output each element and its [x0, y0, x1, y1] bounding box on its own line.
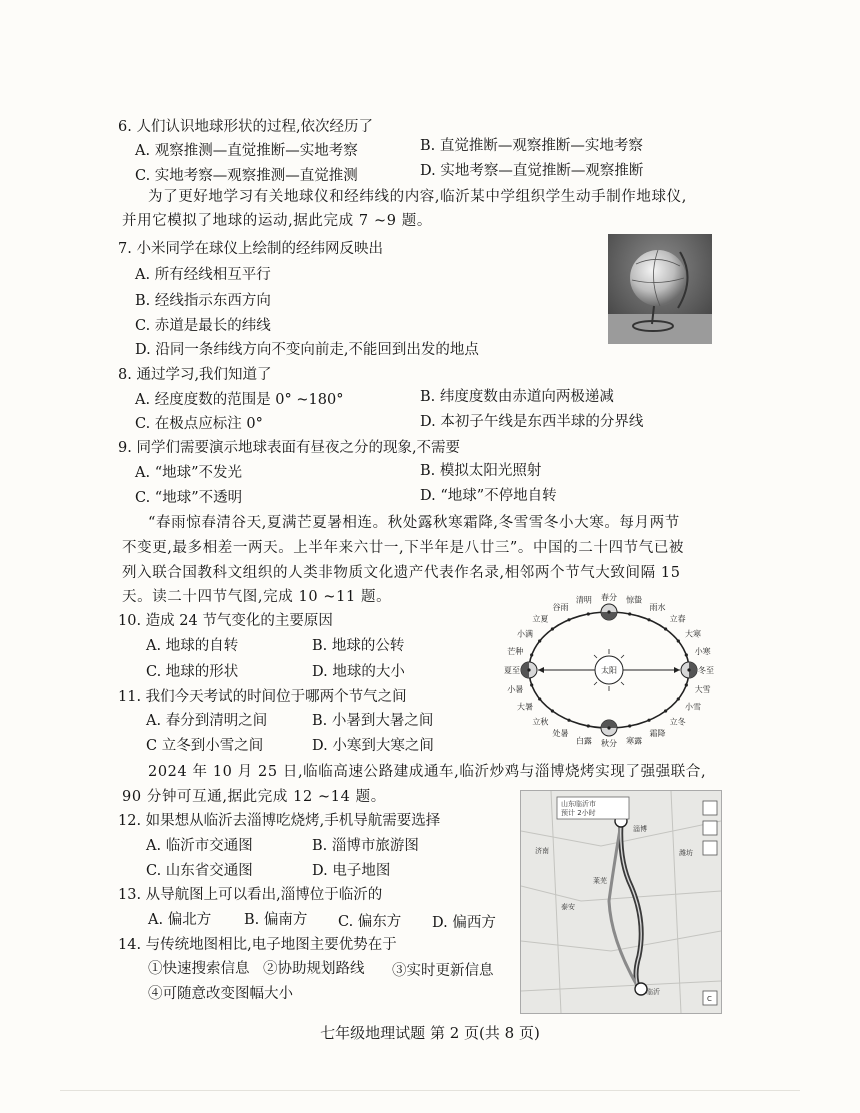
term-dot: [530, 683, 533, 686]
q10-option-c: C. 地球的形状: [146, 664, 239, 680]
term-dot: [538, 697, 541, 700]
q10-stem: 10. 造成 24 节气变化的主要原因: [118, 613, 333, 629]
term-label: 立秋: [532, 717, 549, 727]
term-label: 清明: [575, 595, 592, 605]
term-label: 小寒: [694, 647, 711, 657]
intro-highway-line2: 90 分钟可互通,据此完成 12 ~14 题。: [122, 789, 386, 805]
q14-stem: 14. 与传统地图相比,电子地图主要优势在于: [118, 937, 397, 953]
term-dot: [685, 683, 688, 686]
term-dot: [677, 697, 680, 700]
term-dot: [647, 618, 650, 621]
q12-option-b: B. 淄博市旅游图: [312, 838, 419, 854]
q11-option-c: C 立冬到小雪之间: [146, 738, 264, 754]
solar-terms-diagram: [498, 585, 720, 755]
term-label: 芒种: [507, 647, 524, 657]
navigation-map: [520, 790, 722, 1014]
map-city-taian: 泰安: [561, 903, 575, 911]
q8-stem: 8. 通过学习,我们知道了: [118, 367, 272, 383]
intro-terms-line2: 不变更,最多相差一两天。上半年来六廿一,下半年是八廿三”。中国的二十四节气已被: [122, 540, 685, 556]
q7-option-c: C. 赤道是最长的纬线: [135, 318, 271, 334]
q7-stem: 7. 小米同学在球仪上绘制的经纬网反映出: [118, 241, 383, 257]
term-label: 处暑: [552, 729, 569, 739]
q11-stem: 11. 我们今天考试的时间位于哪两个节气之间: [118, 689, 407, 705]
term-dot: [551, 627, 554, 630]
q11-option-d: D. 小寒到大寒之间: [312, 738, 434, 754]
term-dot: [587, 724, 590, 727]
term-label: 夏至: [504, 666, 520, 675]
q12-option-a: A. 临沂市交通图: [146, 838, 253, 854]
q13-option-d: D. 偏西方: [432, 915, 496, 931]
q9-stem: 9. 同学们需要演示地球表面有昼夜之分的现象,不需要: [118, 440, 461, 456]
term-label: 白露: [575, 736, 592, 746]
q13-option-b: B. 偏南方: [244, 912, 308, 928]
q11-option-a: A. 春分到清明之间: [146, 713, 268, 729]
term-dot: [664, 627, 667, 630]
q6-option-a: A. 观察推测—直觉推断—实地考察: [135, 143, 358, 159]
term-label: 小雪: [685, 702, 701, 712]
q11-option-b: B. 小暑到大暑之间: [312, 713, 434, 729]
term-label: 小满: [517, 629, 533, 639]
term-dot: [551, 709, 554, 712]
q12-option-d: D. 电子地图: [312, 863, 391, 879]
map-city-linyi: 临沂: [646, 988, 660, 996]
q14-option-1: ①快速搜索信息: [148, 961, 250, 977]
term-label: 大寒: [685, 629, 701, 639]
term-label: 立春: [669, 614, 686, 624]
intro-terms-line1: “春雨惊春清谷天,夏满芒夏暑相连。秋处露秋寒霜降,冬雪雪冬小大寒。每月两节: [148, 515, 680, 531]
intro-terms-line4: 天。读二十四节气图,完成 10 ~11 题。: [122, 589, 392, 605]
term-dot: [664, 709, 667, 712]
term-label: 立冬: [669, 717, 686, 727]
map-city-weifang: 潍坊: [679, 849, 693, 857]
map-city-laiwu: 莱芜: [593, 877, 607, 885]
q8-option-a: A. 经度度数的范围是 0° ~180°: [135, 392, 344, 408]
q10-option-a: A. 地球的自转: [146, 638, 239, 654]
term-dot: [647, 719, 650, 722]
term-label: 霜降: [649, 729, 666, 739]
term-dot: [687, 668, 690, 671]
q9-option-a: A. “地球”不发光: [135, 465, 243, 481]
term-dot: [607, 610, 610, 613]
term-dot: [677, 639, 680, 642]
intro-globe-line2: 并用它模拟了地球的运动,据此完成 7 ~9 题。: [122, 213, 432, 229]
q13-stem: 13. 从导航图上可以看出,淄博位于临沂的: [118, 887, 383, 903]
q9-option-c: C. “地球”不透明: [135, 490, 243, 506]
q6-option-b: B. 直觉推断—观察推断—实地考察: [420, 138, 643, 154]
q14-option-2: ②协助规划路线: [263, 961, 365, 977]
q6-option-c: C. 实地考察—观察推测—直觉推测: [135, 168, 358, 184]
term-label: 冬至: [698, 666, 714, 675]
q13-option-a: A. 偏北方: [148, 912, 212, 928]
term-label: 大雪: [694, 684, 711, 694]
map-info: 山东临沂市: [561, 800, 596, 808]
q13-option-c: C. 偏东方: [338, 914, 402, 930]
map-time: 预计 2小时: [561, 809, 596, 817]
term-dot: [530, 653, 533, 656]
term-label: 雨水: [649, 602, 666, 612]
q10-option-d: D. 地球的大小: [312, 664, 405, 680]
term-dot: [628, 724, 631, 727]
q9-option-b: B. 模拟太阳光照射: [420, 463, 542, 479]
intro-globe-line1: 为了更好地学习有关地球仪和经纬线的内容,临沂某中学组织学生动手制作地球仪,: [148, 189, 687, 205]
term-dot: [628, 612, 631, 615]
q12-option-c: C. 山东省交通图: [146, 863, 253, 879]
q14-option-4: ④可随意改变图幅大小: [148, 986, 293, 1002]
term-label: 春分: [601, 593, 617, 602]
map-city-jinan: 济南: [535, 847, 549, 855]
q7-option-b: B. 经线指示东西方向: [135, 293, 271, 309]
term-dot: [567, 719, 570, 722]
map-city-zibo: 淄博: [633, 825, 647, 833]
q7-option-d: D. 沿同一条纬线方向不变向前走,不能回到出发的地点: [135, 342, 479, 358]
sun-label: 太阳: [601, 666, 617, 675]
term-label: 秋分: [601, 739, 617, 748]
term-dot: [567, 618, 570, 621]
page-footer: 七年级地理试题 第 2 页(共 8 页): [320, 1024, 540, 1042]
q6-stem: 6. 人们认识地球形状的过程,依次经历了: [118, 119, 374, 135]
map-c-icon: C: [707, 995, 712, 1003]
q8-option-c: C. 在极点应标注 0°: [135, 416, 263, 432]
term-dot: [538, 639, 541, 642]
q14-option-3: ③实时更新信息: [392, 963, 494, 979]
intro-highway-line1: 2024 年 10 月 25 日,临临高速公路建成通车,临沂炒鸡与淄博烧烤实现了强强联合,: [148, 764, 707, 780]
term-label: 大暑: [517, 702, 533, 712]
term-dot: [685, 653, 688, 656]
q12-stem: 12. 如果想从临沂去淄博吃烧烤,手机导航需要选择: [118, 813, 441, 829]
q8-option-d: D. 本初子午线是东西半球的分界线: [420, 414, 644, 430]
term-label: 惊蛰: [626, 595, 643, 605]
term-dot: [527, 668, 530, 671]
q8-option-b: B. 纬度度数由赤道向两极递减: [420, 389, 614, 405]
globe-photo: [608, 234, 712, 344]
intro-terms-line3: 列入联合国教科文组织的人类非物质文化遗产代表作名录,相邻两个节气大致间隔 15: [122, 565, 681, 581]
divider: [60, 1090, 800, 1091]
term-label: 立夏: [532, 614, 549, 624]
term-label: 寒露: [626, 736, 643, 746]
q10-option-b: B. 地球的公转: [312, 638, 405, 654]
term-label: 谷雨: [552, 602, 569, 612]
q9-option-d: D. “地球”不停地自转: [420, 488, 557, 504]
q7-option-a: A. 所有经线相互平行: [135, 267, 271, 283]
term-dot: [607, 726, 610, 729]
term-label: 小暑: [507, 684, 524, 694]
q6-option-d: D. 实地考察—直觉推断—观察推断: [420, 163, 644, 179]
term-dot: [587, 612, 590, 615]
